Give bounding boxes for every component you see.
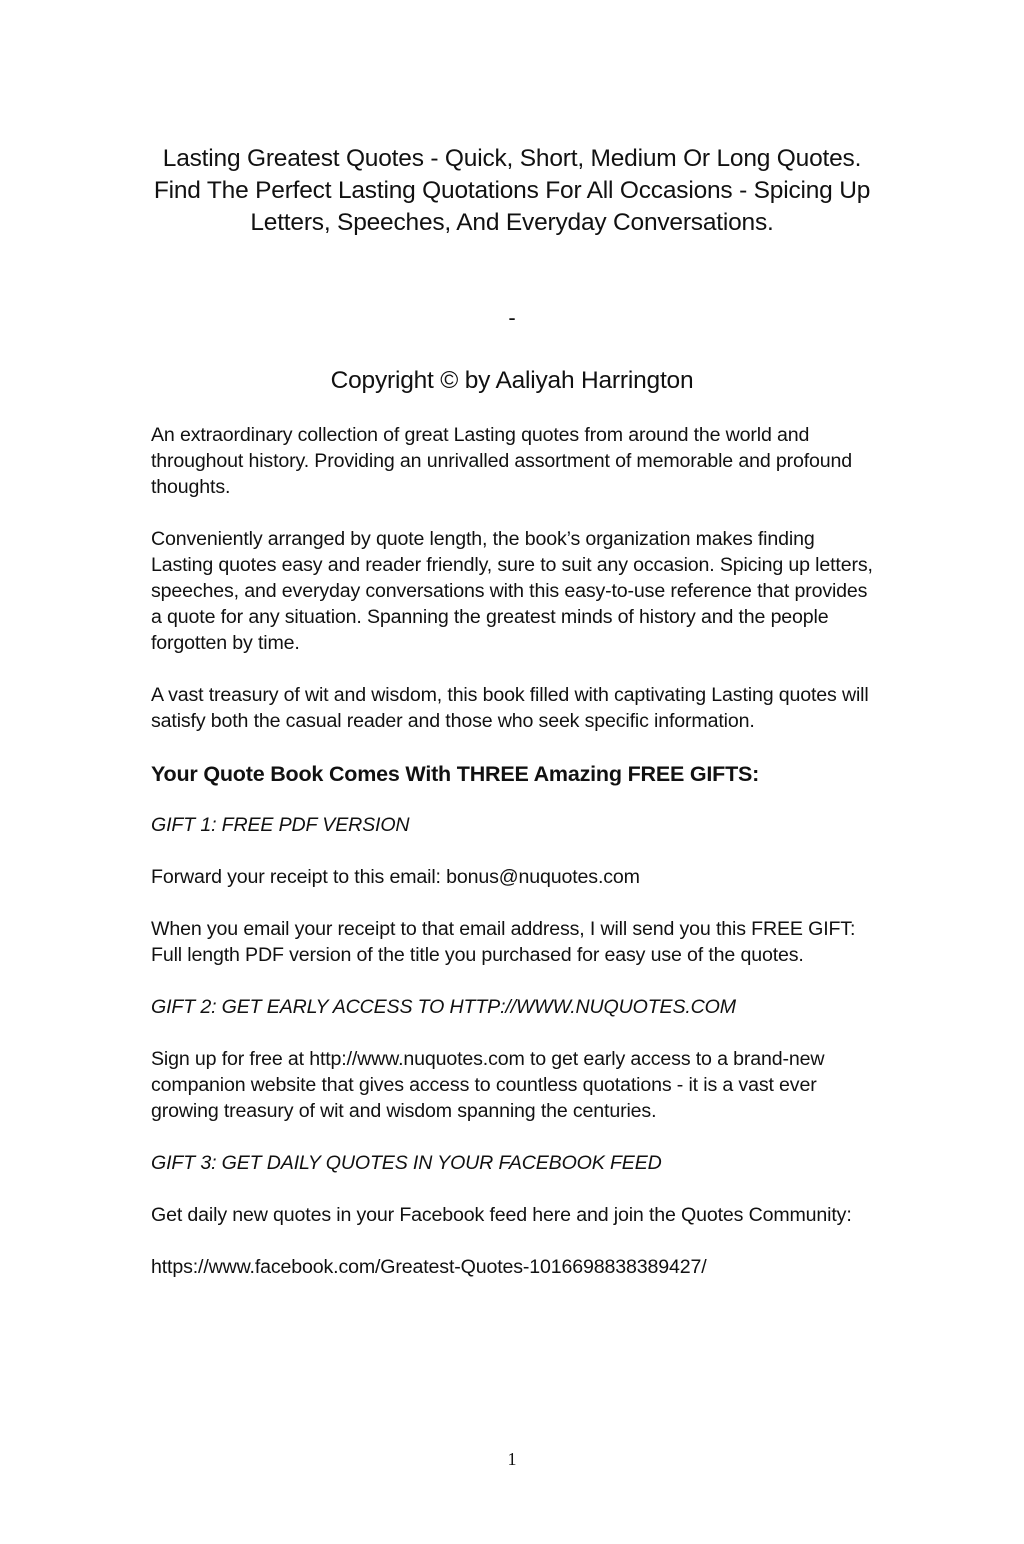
gift-1-email-line: Forward your receipt to this email: bonus@nuquotes.com [151,866,640,888]
separator-dash: - [508,305,516,330]
intro-paragraph-3: A vast treasury of wit and wisdom, this book filled with captivating Lasting quotes will satisfy both the casual reader and those who seek specific information. [151,684,869,732]
intro-paragraph-2: Conveniently arranged by quote length, the book’s organization makes finding Lasting quotes easy and reader friendly, sure to suit any occasion. Spicing up letters, speeches, and everyday conversations with this easy-to-use reference that provides a quote for any situation. Spanning the greatest minds of history and the people forgotten by time. [151,528,873,654]
document-title: Lasting Greatest Quotes - Quick, Short, Medium Or Long Quotes. Find The Perfect Lasting Quotations For All Occasions - Spicing Up Letters, Speeches, And Everyday Conversations. [153,145,871,236]
gift-3-heading: GIFT 3: GET DAILY QUOTES IN YOUR FACEBOOK FEED [151,1152,662,1174]
gift-2-heading: GIFT 2: GET EARLY ACCESS TO HTTP://WWW.NUQUOTES.COM [151,996,736,1018]
document-body [151,422,881,1306]
copyright-line: Copyright © by Aaliyah Harrington [330,367,694,394]
gift-3-description: Get daily new quotes in your Facebook feed here and join the Quotes Community: [151,1204,852,1226]
intro-paragraph-1: An extraordinary collection of great Lasting quotes from around the world and throughout history. Providing an unrivalled assortment of memorable and profound thoughts. [151,424,853,498]
gift-1-heading: GIFT 1: FREE PDF VERSION [151,814,410,836]
gift-1-description: When you email your receipt to that email address, I will send you this FREE GIFT: Full length PDF version of the title you purchased for easy use of the quotes. [151,918,856,966]
page-number: 1 [507,1449,517,1469]
facebook-link: https://www.facebook.com/Greatest-Quotes-1016698838389427/ [151,1256,707,1278]
gifts-heading: Your Quote Book Comes With THREE Amazing FREE GIFTS: [151,762,760,786]
gift-2-description: Sign up for free at http://www.nuquotes.com to get early access to a brand-new companion website that gives access to countless quotations - it is a vast ever growing treasury of wit and wisdom spanning the centuries. [151,1048,825,1122]
